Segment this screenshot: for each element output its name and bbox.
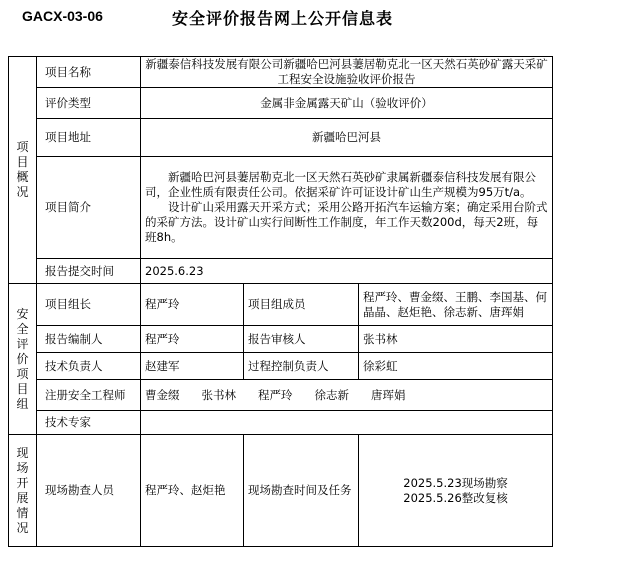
survey-time-line-1: 2025.5.23现场勘察	[403, 475, 508, 490]
tech-lead-value: 赵建军	[141, 353, 244, 380]
engineer-name: 徐志新	[314, 387, 349, 402]
team-leader-label: 项目组长	[37, 284, 141, 326]
document-code: GACX-03-06	[22, 8, 103, 24]
survey-staff-value: 程严玲、赵炬艳	[141, 435, 244, 547]
table-row	[9, 88, 553, 119]
table-row	[9, 380, 553, 411]
table-row	[9, 259, 553, 284]
tech-experts-label: 技术专家	[37, 411, 141, 435]
process-control-value: 徐彩虹	[359, 353, 553, 380]
engineer-name: 程严玲	[258, 387, 293, 402]
tech-experts-value	[141, 411, 553, 435]
section-label-team: 安全评价项目组	[9, 284, 37, 435]
submit-time-value: 2025.6.23	[141, 259, 553, 284]
team-members-value: 程严玲、曹金缀、王鹏、李国基、何晶晶、赵炬艳、徐志新、唐珲娟	[359, 284, 553, 326]
project-address-label: 项目地址	[37, 119, 141, 157]
table-row	[9, 157, 553, 259]
evaluation-type-label: 评价类型	[37, 88, 141, 119]
report-reviewer-label: 报告审核人	[244, 326, 359, 353]
project-name-label: 项目名称	[37, 57, 141, 88]
survey-time-value	[359, 435, 553, 547]
table-row	[9, 284, 553, 326]
table-row	[9, 57, 553, 88]
summary-paragraph-1: 新疆哈巴河县萋居勒克北一区天然石英砂矿隶属新疆泰信科技发展有限公司，企业性质有限责任公司。依据采矿许可证设计矿山生产规模为95万t/a。	[145, 170, 536, 199]
process-control-label: 过程控制负责人	[244, 353, 359, 380]
table-row	[9, 435, 553, 547]
page-title: 安全评价报告网上公开信息表	[172, 9, 394, 28]
report-author-label: 报告编制人	[37, 326, 141, 353]
project-summary-label: 项目简介	[37, 157, 141, 259]
survey-time-line-2: 2025.5.26整改复核	[403, 490, 508, 505]
engineer-name: 唐珲娟	[371, 387, 406, 402]
project-name-value: 新疆泰信科技发展有限公司新疆哈巴河县萋居勒克北一区天然石英砂矿露天采矿工程安全设施验收评价报告	[141, 57, 553, 88]
safety-engineers-value	[141, 380, 553, 411]
table-row	[9, 353, 553, 380]
section-label-survey: 现场开展情况	[9, 435, 37, 547]
table-row	[9, 326, 553, 353]
safety-engineers-label: 注册安全工程师	[37, 380, 141, 411]
page-header	[0, 6, 627, 30]
tech-lead-label: 技术负责人	[37, 353, 141, 380]
evaluation-type-value: 金属非金属露天矿山（验收评价）	[141, 88, 553, 119]
submit-time-label: 报告提交时间	[37, 259, 141, 284]
project-summary-value	[141, 157, 553, 259]
team-members-label: 项目组成员	[244, 284, 359, 326]
table-row	[9, 411, 553, 435]
section-label-overview: 项目概况	[9, 57, 37, 284]
report-reviewer-value: 张书林	[359, 326, 553, 353]
summary-paragraph-2: 设计矿山采用露天开采方式；采用公路开拓汽车运输方案；确定采用台阶式的采矿方法。设计矿山实行间断性工作制度，年工作天数200d，每天2班，每班8h。	[145, 200, 548, 244]
report-author-value: 程严玲	[141, 326, 244, 353]
engineer-name: 曹金缀	[145, 387, 180, 402]
table-row	[9, 119, 553, 157]
info-table	[8, 56, 553, 547]
survey-staff-label: 现场勘查人员	[37, 435, 141, 547]
project-address-value: 新疆哈巴河县	[141, 119, 553, 157]
engineer-name: 张书林	[201, 387, 236, 402]
team-leader-value: 程严玲	[141, 284, 244, 326]
survey-time-label: 现场勘查时间及任务	[244, 435, 359, 547]
